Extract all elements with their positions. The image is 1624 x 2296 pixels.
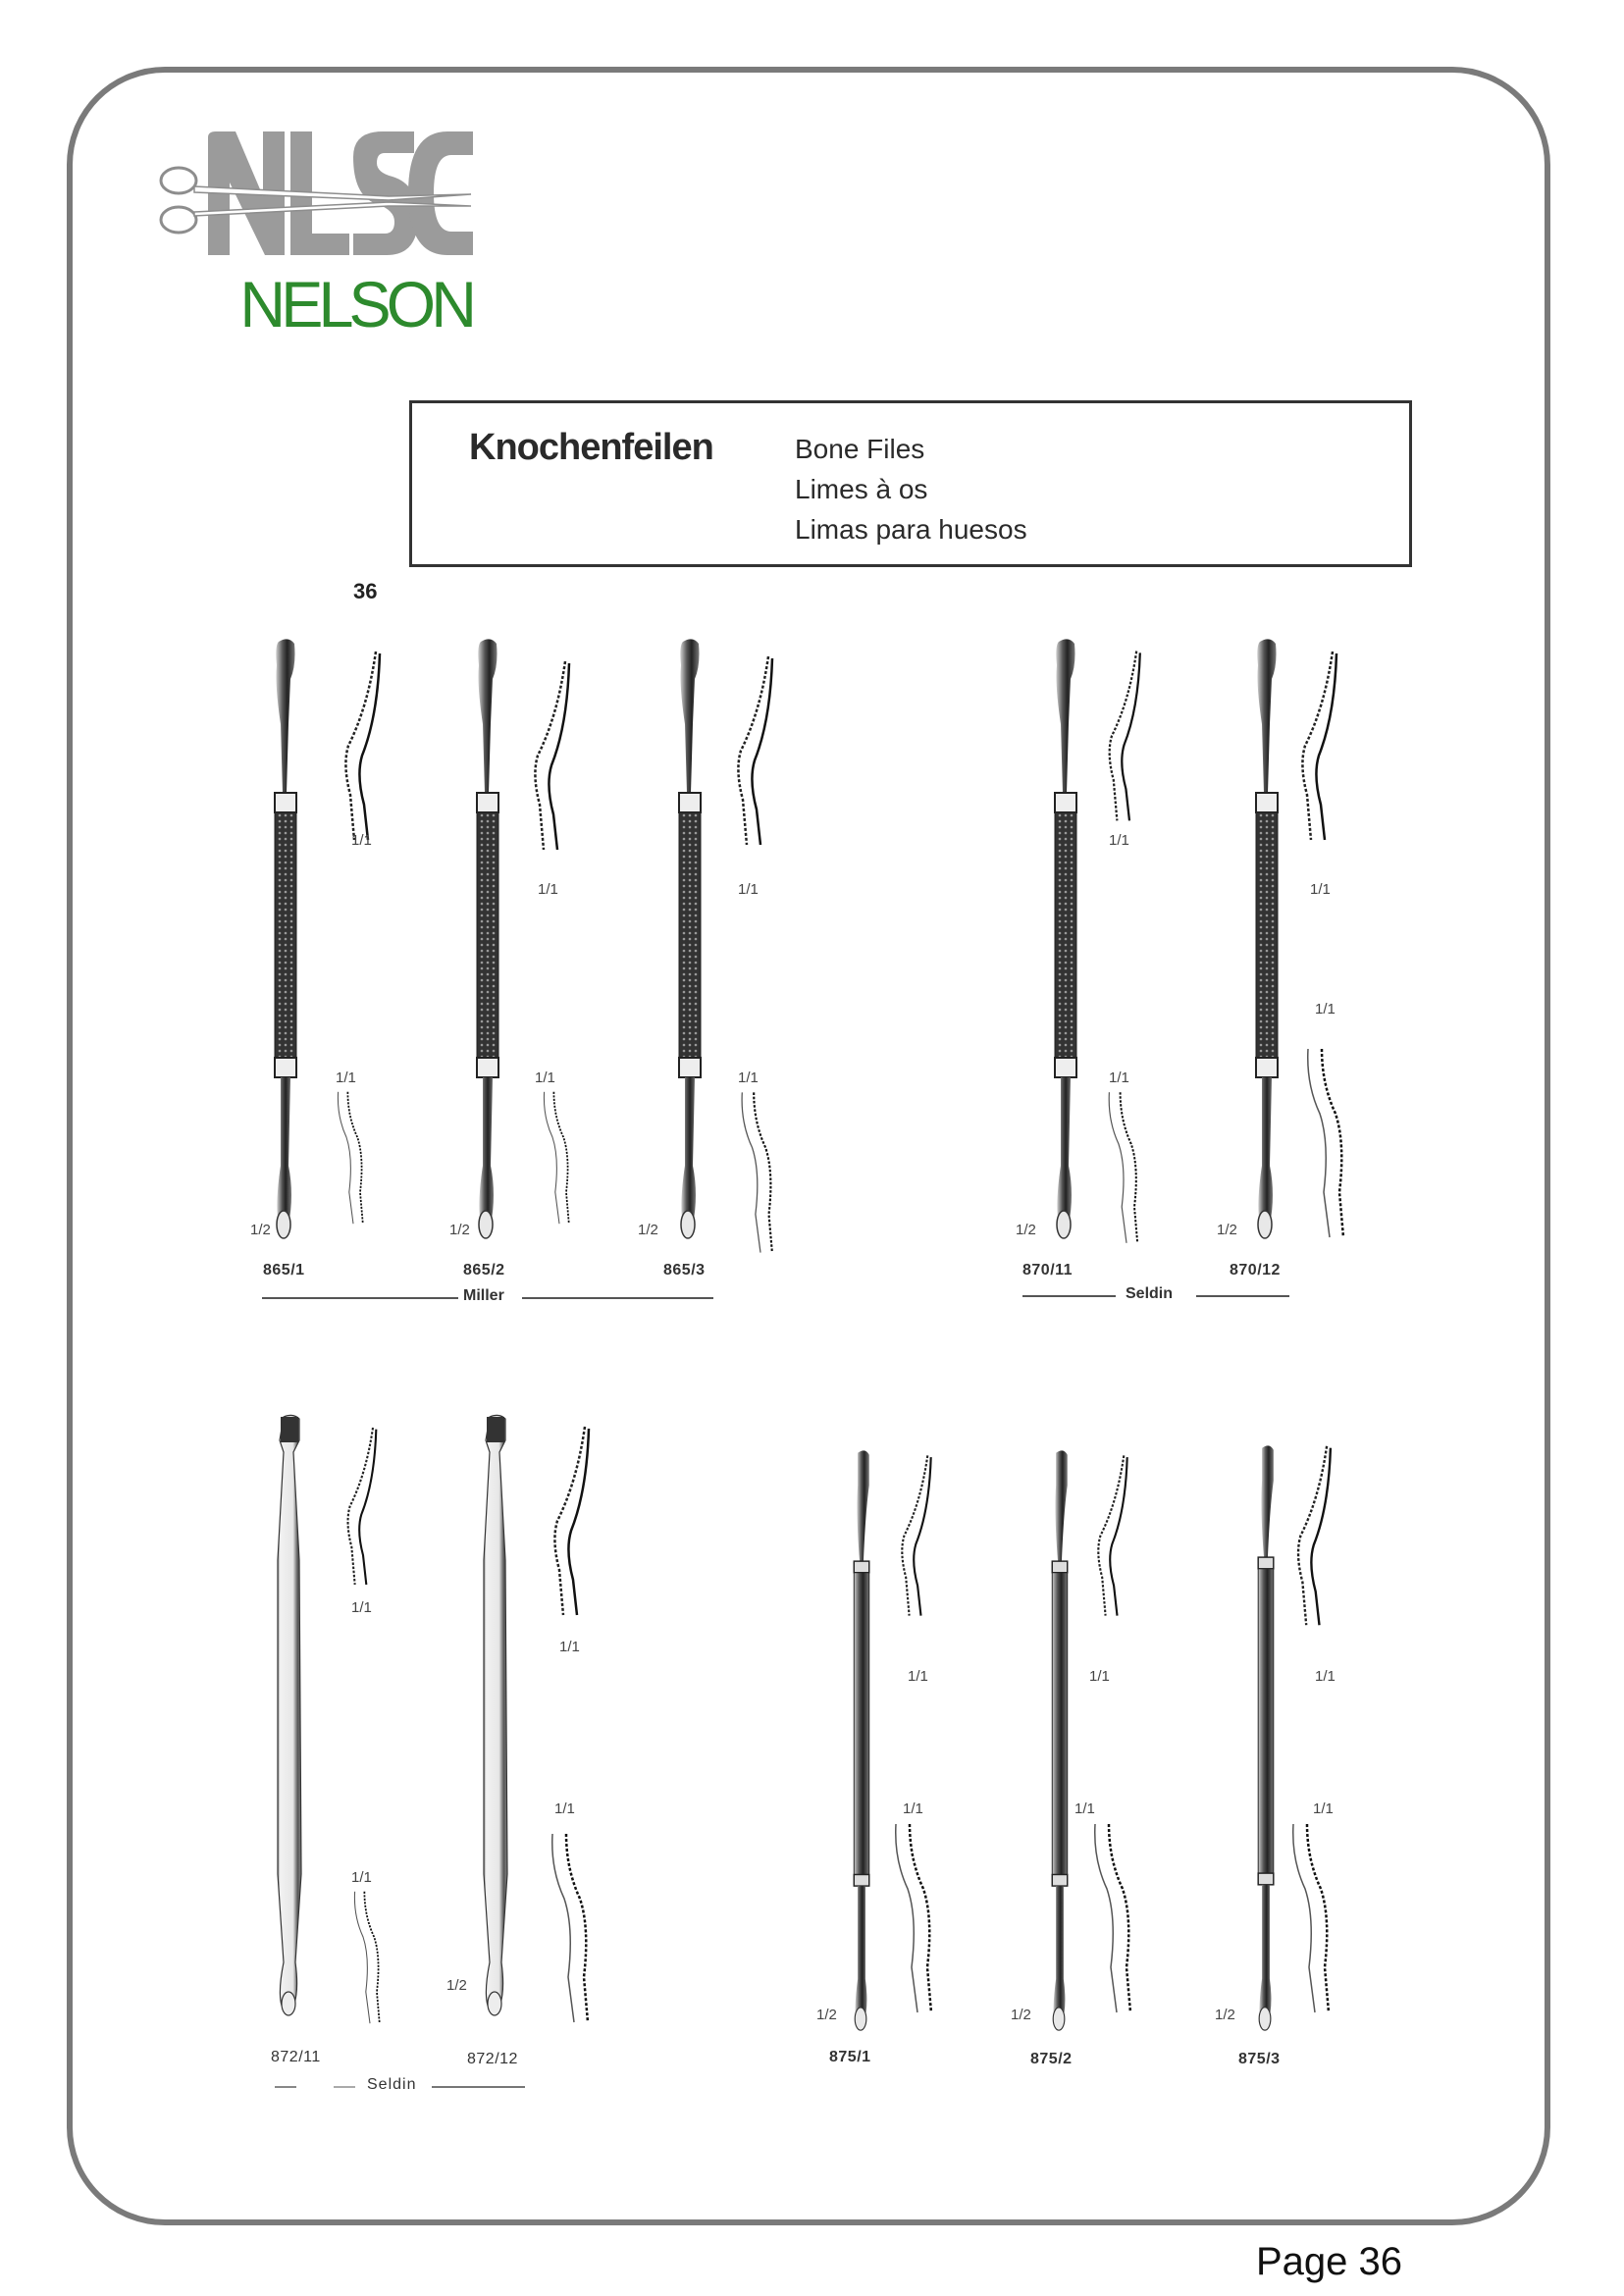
scale-label: 1/2	[1016, 1222, 1036, 1238]
group-miller: Miller	[262, 1287, 713, 1307]
title-translations	[795, 429, 1027, 549]
profile-875-3-bottom-icon	[1285, 1805, 1344, 2031]
scale-label: 1/1	[554, 1800, 575, 1817]
instrument-872-11-image	[270, 1403, 309, 2031]
profile-872-12-top-icon	[538, 1413, 597, 1629]
profile-875-1-top-icon	[883, 1452, 942, 1619]
title-english: Bone Files	[795, 434, 925, 464]
scale-label: 1/1	[1313, 1800, 1334, 1817]
scale-label: 1/1	[908, 1668, 928, 1685]
product-code: 875/1	[829, 2049, 871, 2065]
instrument-875-2-image	[1040, 1447, 1079, 2036]
catalog-page-number: 36	[353, 579, 378, 603]
instrument-865-1-image	[265, 636, 304, 1244]
scale-label: 1/2	[250, 1222, 271, 1238]
product-code: 870/12	[1230, 1262, 1281, 1278]
profile-875-3-top-icon	[1276, 1442, 1344, 1629]
title-french: Limes à os	[795, 474, 928, 504]
product-code: 865/3	[663, 1262, 706, 1278]
scale-label: 1/1	[559, 1639, 580, 1655]
scale-label: 1/1	[351, 1599, 372, 1616]
scale-label: 1/1	[903, 1800, 923, 1817]
product-code: 865/1	[263, 1262, 305, 1278]
scale-label: 1/1	[1310, 881, 1331, 898]
title-spanish: Limas para huesos	[795, 514, 1027, 545]
scale-label: 1/2	[816, 2007, 837, 2023]
profile-872-11-bottom-icon	[345, 1889, 394, 2026]
scale-label: 1/1	[1315, 1668, 1336, 1685]
profile-872-12-bottom-icon	[545, 1825, 603, 2031]
scale-label: 1/1	[1109, 832, 1129, 849]
profile-865-3-top-icon	[721, 643, 780, 859]
scale-label: 1/2	[1217, 1222, 1237, 1238]
group-seldin-872: Seldin	[275, 2076, 525, 2096]
scale-label: 1/1	[1109, 1070, 1129, 1086]
product-code: 875/2	[1030, 2051, 1073, 2067]
profile-870-11-bottom-icon	[1097, 1089, 1156, 1246]
product-code: 870/11	[1022, 1262, 1074, 1278]
instrument-872-12-image	[476, 1403, 515, 2031]
profile-865-1-top-icon	[329, 648, 388, 844]
profile-870-12-top-icon	[1285, 648, 1344, 844]
profile-872-11-top-icon	[334, 1413, 383, 1599]
nlsc-monogram-icon	[157, 128, 481, 265]
page-footer-label: Page 36	[1256, 2240, 1403, 2283]
scale-label: 1/1	[1089, 1668, 1110, 1685]
profile-875-2-top-icon	[1079, 1452, 1138, 1619]
profile-865-2-top-icon	[518, 648, 577, 863]
profile-865-2-bottom-icon	[530, 1089, 589, 1226]
scale-label: 1/1	[336, 1070, 356, 1086]
instrument-865-2-image	[467, 636, 506, 1244]
instrument-870-12-image	[1246, 636, 1285, 1244]
title-german: Knochenfeilen	[469, 427, 713, 468]
scale-label: 1/1	[538, 881, 558, 898]
profile-870-12-bottom-icon	[1300, 1040, 1359, 1246]
scale-label: 1/2	[449, 1222, 470, 1238]
instrument-870-11-image	[1045, 636, 1084, 1244]
profile-865-3-bottom-icon	[731, 1089, 790, 1256]
profile-865-1-bottom-icon	[324, 1089, 383, 1226]
scale-label: 1/1	[535, 1070, 555, 1086]
product-code: 872/11	[271, 2049, 321, 2065]
scale-label: 1/2	[1011, 2007, 1031, 2023]
scale-label: 1/2	[638, 1222, 658, 1238]
scale-label: 1/1	[1315, 1001, 1336, 1018]
scale-label: 1/1	[1074, 1800, 1095, 1817]
scale-label: 1/1	[738, 881, 759, 898]
section-title-box	[409, 400, 1412, 567]
profile-875-2-bottom-icon	[1087, 1805, 1146, 2031]
profile-875-1-bottom-icon	[888, 1805, 947, 2031]
product-code: 872/12	[467, 2051, 518, 2067]
nelson-wordmark: NELSON	[239, 268, 473, 340]
profile-870-11-top-icon	[1091, 648, 1150, 824]
instrument-875-1-image	[842, 1447, 881, 2036]
product-code: 875/3	[1238, 2051, 1281, 2067]
nelson-logo	[157, 128, 481, 340]
group-seldin: Seldin	[1022, 1285, 1289, 1305]
scale-label: 1/2	[446, 1977, 467, 1994]
instrument-865-3-image	[669, 636, 708, 1244]
product-code: 865/2	[463, 1262, 505, 1278]
scale-label: 1/1	[351, 1869, 372, 1886]
scale-label: 1/2	[1215, 2007, 1235, 2023]
scale-label: 1/1	[738, 1070, 759, 1086]
scale-label: 1/1	[351, 832, 372, 849]
